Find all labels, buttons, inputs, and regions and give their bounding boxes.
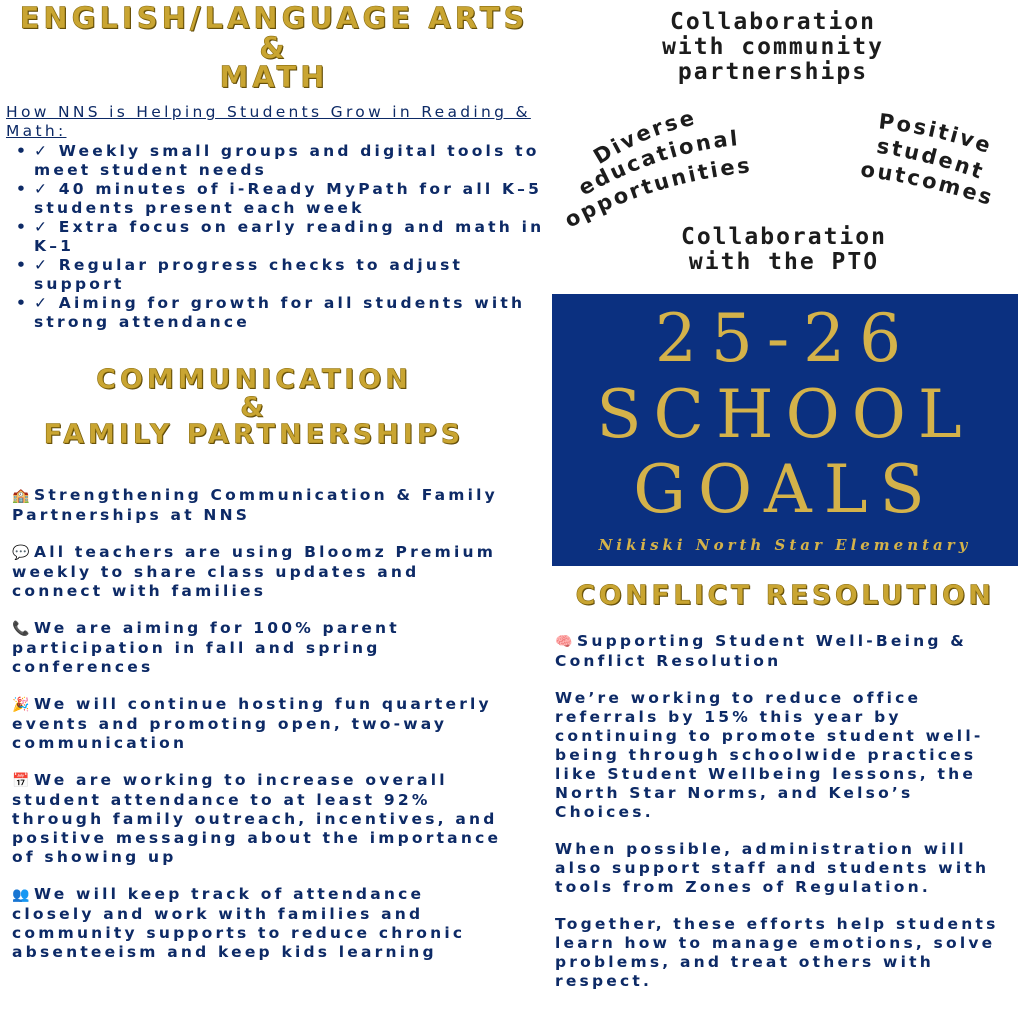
communication-paragraph	[12, 695, 510, 753]
communication-paragraph	[12, 486, 510, 525]
conflict-body	[555, 632, 1017, 1009]
goals-goals: GOALS	[633, 451, 937, 528]
brain-icon: 🧠	[555, 634, 573, 650]
collab-community-line2: with community	[662, 34, 884, 60]
communication-heading-line2: &	[240, 391, 268, 423]
list-item: • ✓ Regular progress checks to adjust support	[6, 256, 546, 294]
diverse-line2: educational	[574, 125, 741, 201]
ela-list	[6, 142, 546, 332]
communication-heading-line1: COMMUNICATION	[96, 364, 412, 395]
goals-year: 25-26	[654, 300, 916, 377]
list-item: • ✓ Weekly small groups and digital tools to meet student needs	[6, 142, 546, 180]
collab-pto-line2: with the PTO	[688, 249, 880, 275]
communication-paragraph	[12, 771, 510, 867]
collab-pto-line1: Collaboration	[680, 224, 887, 250]
positive-line2: student	[875, 133, 988, 185]
positive-outcomes-arc	[850, 108, 1020, 218]
collab-community-line1: Collaboration	[669, 9, 876, 35]
conflict-paragraph: Together, these efforts help students learn how to manage emotions, solve problems, and treat others with respect.	[555, 915, 999, 990]
communication-paragraph	[12, 619, 510, 677]
communication-text: We are working to increase overall student attendance to at least 92% through family outreach, incentives, and positive messaging about the importance of showing up	[12, 771, 502, 866]
collab-community-line3: partnerships	[677, 59, 869, 85]
communication-heading-line3: FAMILY PARTNERSHIPS	[43, 419, 465, 451]
goals-school: SCHOOL	[596, 376, 974, 453]
conflict-intro	[555, 632, 1017, 671]
communication-body	[12, 486, 510, 980]
conflict-heading: CONFLICT RESOLUTION	[575, 580, 995, 611]
list-item: • ✓ Extra focus on early reading and math in K–1	[6, 218, 546, 256]
positive-line3: outcomes	[859, 157, 998, 211]
phone-icon: 📞	[12, 621, 30, 637]
conflict-intro-text: Supporting Student Well-Being & Conflict Resolution	[555, 632, 967, 670]
school-name: Nikiski North Star Elementary	[598, 536, 972, 554]
list-item: • ✓ 40 minutes of i-Ready MyPath for all K–5 students present each week	[6, 180, 546, 218]
ela-heading-line1: ENGLISH/LANGUAGE ARTS	[19, 1, 529, 35]
school-icon: 🏫	[12, 488, 30, 504]
party-popper-icon: 🎉	[12, 697, 30, 713]
communication-paragraph	[12, 543, 510, 601]
conflict-paragraph: When possible, administration will also support staff and students with tools from Zones of Regulation.	[555, 840, 990, 896]
communication-text: We will continue hosting fun quarterly events and promoting open, two-way communication	[12, 695, 492, 752]
school-goals-banner	[552, 294, 1018, 566]
ela-subheading: How NNS is Helping Students Grow in Reading & Math:	[6, 103, 531, 140]
communication-paragraph	[12, 885, 510, 962]
communication-text: Strengthening Communication & Family Partnerships at NNS	[12, 486, 498, 524]
communication-text: We will keep track of attendance closely and work with families and community supports to reduce chronic absenteeism and keep kids learning	[12, 885, 466, 961]
people-icon: 👥	[12, 887, 30, 903]
communication-text: We are aiming for 100% parent participation in fall and spring conferences	[12, 619, 400, 676]
diverse-opportunities-arc	[548, 100, 808, 240]
ela-heading-line2: &	[259, 30, 289, 65]
speech-bubble-icon: 💬	[12, 545, 30, 561]
ela-heading	[14, 1, 534, 95]
diverse-line1: Diverse	[589, 105, 699, 169]
collab-community-label	[618, 10, 928, 85]
communication-text: All teachers are using Bloomz Premium weekly to share class updates and connect with families	[12, 543, 497, 600]
collab-pto-label	[634, 225, 934, 275]
conflict-paragraph: We’re working to reduce office referrals by 15% this year by continuing to promote student well-being through schoolwide practices like Student Wellbeing lessons, the North Star Norms, and Kelso’s Choices.	[555, 689, 984, 821]
communication-heading	[4, 366, 504, 449]
positive-line1: Positive	[877, 109, 996, 159]
diverse-line3: opportunities	[560, 153, 754, 233]
ela-heading-line3: MATH	[219, 60, 329, 95]
calendar-icon: 📅	[12, 773, 30, 789]
list-item: • ✓ Aiming for growth for all students with strong attendance	[6, 294, 546, 332]
